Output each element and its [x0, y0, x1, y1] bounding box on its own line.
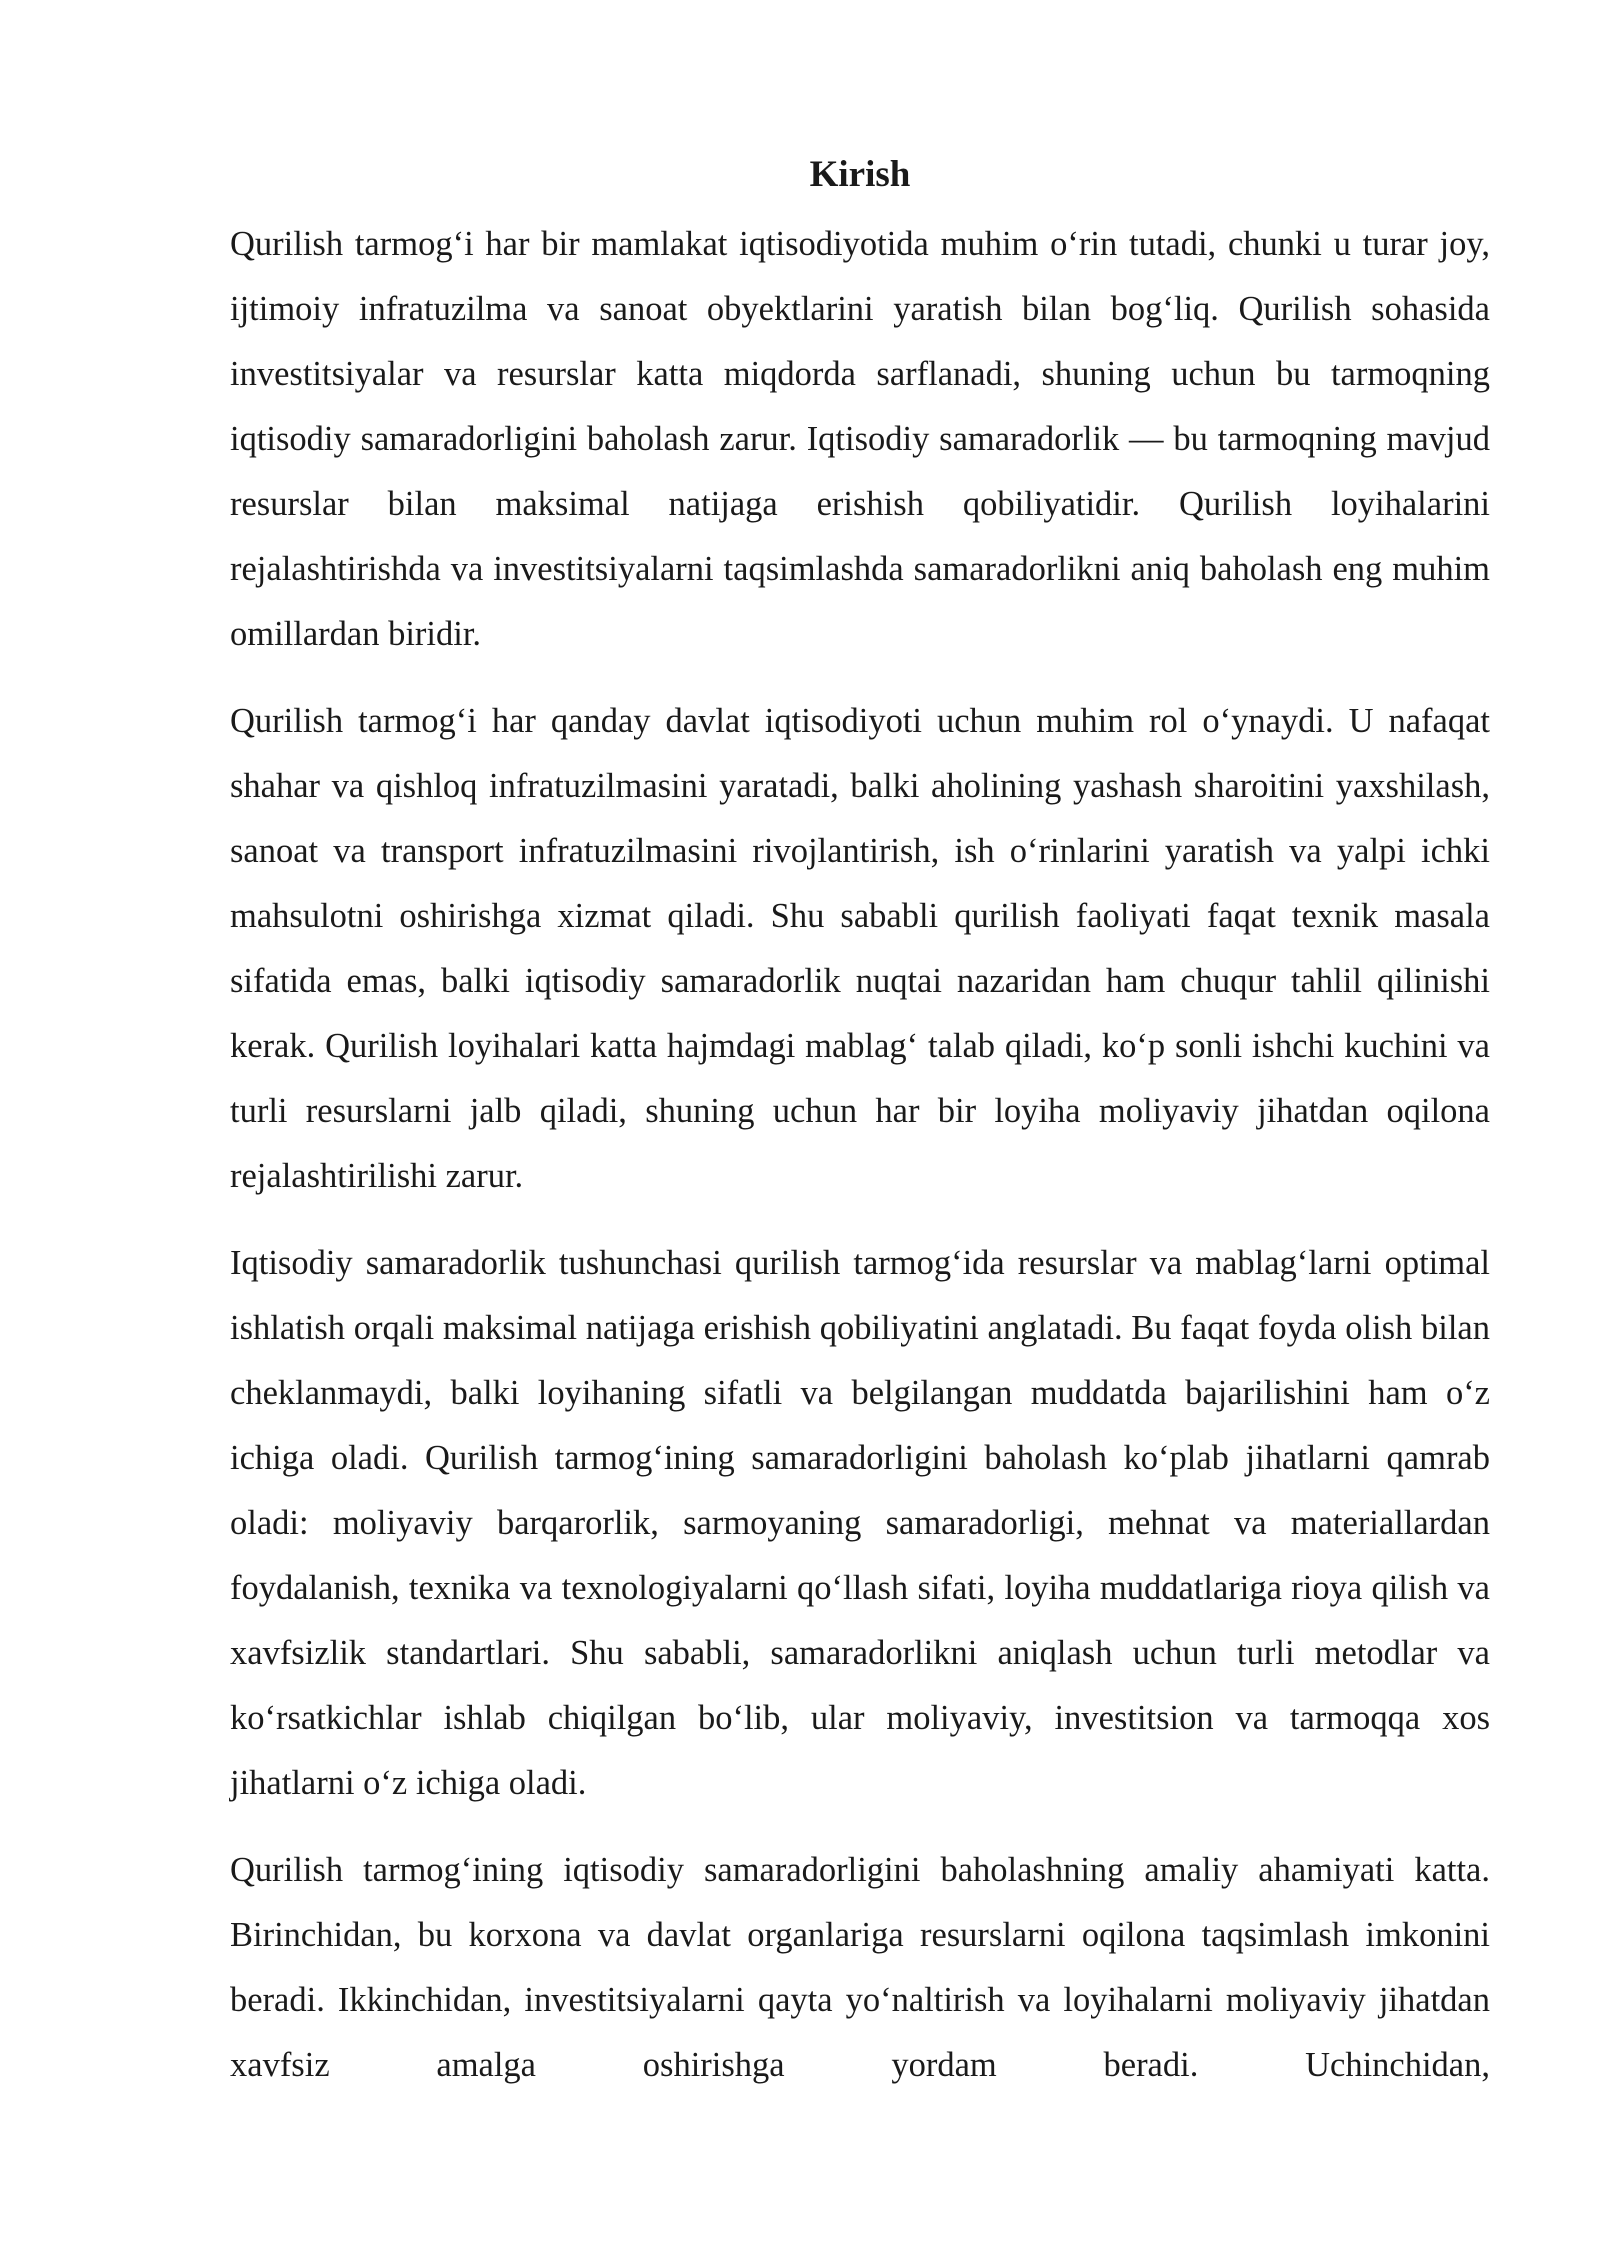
paragraph: Qurilish tarmog‘i har bir mamlakat iqtisodiyotida muhim o‘rin tutadi, chunki u turar joy, ijtimoiy infratuzilma va sanoat obyektlarini yaratish bilan bog‘liq. Qurilish sohasida investitsiyalar va resurslar katta miqdorda sarflanadi, shuning uchun bu tarmoqning iqtisodiy samaradorligini baholash zarur. Iqtisodiy samaradorlik — bu tarmoqning mavjud resurslar bilan maksimal natijaga erishish qobiliyatidir. Qurilish loyihalarini rejalashtirishda va investitsiyalarni taqsimlashda samaradorlikni aniq baholash eng muhim omillardan biridir. [230, 225, 1490, 653]
paragraph: Iqtisodiy samaradorlik tushunchasi qurilish tarmog‘ida resurslar va mablag‘larni optimal ishlatish orqali maksimal natijaga erishish qobiliyatini anglatadi. Bu faqat foyda olish bilan cheklanmaydi, balki loyihaning sifatli va belgilangan muddatda bajarilishini ham o‘z ichiga oladi. Qurilish tarmog‘ining samaradorligini baholash ko‘plab jihatlarni qamrab oladi: moliyaviy barqarorlik, sarmoyaning samaradorligi, mehnat va materiallardan foydalanish, texnika va texnologiyalarni qo‘llash sifati, loyiha muddatlariga rioya qilish va xavfsizlik standartlari. Shu sababli, samaradorlikni aniqlash uchun turli metodlar va ko‘rsatkichlar ishlab chiqilgan bo‘lib, ular moliyaviy, investitsion va tarmoqqa xos jihatlarni o‘z ichiga oladi. [230, 1244, 1490, 1802]
document-page [230, 150, 1490, 2098]
paragraph: Qurilish tarmog‘ining iqtisodiy samaradorligini baholashning amaliy ahamiyati katta. Birinchidan, bu korxona va davlat organlariga resurslarni oqilona taqsimlash imkonini beradi. Ikkinchidan, investitsiyalarni qayta yo‘naltirish va loyihalarni moliyaviy jihatdan xavfsiz amalga oshirishga yordam beradi. Uchinchidan, [230, 1851, 1490, 2084]
paragraph: Qurilish tarmog‘i har qanday davlat iqtisodiyoti uchun muhim rol o‘ynaydi. U nafaqat shahar va qishloq infratuzilmasini yaratadi, balki aholining yashash sharoitini yaxshilash, sanoat va transport infratuzilmasini rivojlantirish, ish o‘rinlarini yaratish va yalpi ichki mahsulotni oshirishga xizmat qiladi. Shu sababli qurilish faoliyati faqat texnik masala sifatida emas, balki iqtisodiy samaradorlik nuqtai nazaridan ham chuqur tahlil qilinishi kerak. Qurilish loyihalari katta hajmdagi mablag‘ talab qiladi, ko‘p sonli ishchi kuchini va turli resurslarni jalb qiladi, shuning uchun har bir loyiha moliyaviy jihatdan oqilona rejalashtirilishi zarur. [230, 702, 1490, 1195]
page-title: Kirish [809, 154, 911, 195]
